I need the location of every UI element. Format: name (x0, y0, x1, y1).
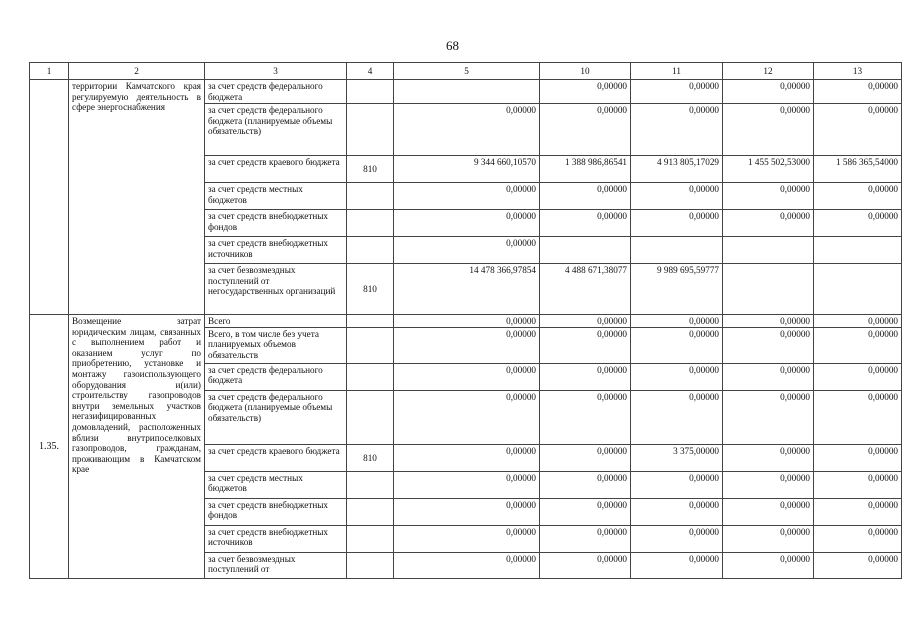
amount-cell: 0,00000 (723, 363, 814, 390)
row-number-cell (30, 80, 69, 315)
amount-cell: 0,00000 (540, 327, 631, 363)
amount-cell: 0,00000 (540, 498, 631, 525)
budget-code-cell (347, 315, 394, 328)
measure-description-cell: территории Камчатского края регулируемую деятельность в сфере энергоснабжения (69, 80, 205, 315)
amount-cell: 0,00000 (394, 552, 540, 578)
budget-code-cell (347, 390, 394, 444)
amount-cell: 0,00000 (394, 498, 540, 525)
budget-code-cell (347, 80, 394, 104)
amount-cell: 0,00000 (394, 104, 540, 156)
amount-cell: 0,00000 (631, 104, 723, 156)
amount-cell: 0,00000 (631, 498, 723, 525)
budget-code-cell (347, 471, 394, 498)
amount-cell: 0,00000 (723, 552, 814, 578)
amount-cell: 1 388 986,86541 (540, 156, 631, 183)
budget-code-cell (347, 210, 394, 237)
amount-cell: 0,00000 (631, 390, 723, 444)
amount-cell: 9 989 695,59777 (631, 264, 723, 315)
amount-cell: 0,00000 (814, 471, 902, 498)
amount-cell: 0,00000 (723, 183, 814, 210)
funding-source-cell: за счет средств внебюджетных фондов (205, 498, 347, 525)
header-cell: 12 (723, 63, 814, 80)
amount-cell: 0,00000 (631, 210, 723, 237)
amount-cell: 0,00000 (394, 210, 540, 237)
amount-cell (723, 237, 814, 264)
budget-code-cell (347, 183, 394, 210)
amount-cell: 1 455 502,53000 (723, 156, 814, 183)
funding-source-cell: за счет средств федерального бюджета (планируемые объемы обязательств) (205, 390, 347, 444)
header-cell: 1 (30, 63, 69, 80)
amount-cell: 0,00000 (631, 183, 723, 210)
amount-cell: 0,00000 (540, 552, 631, 578)
amount-cell: 0,00000 (723, 525, 814, 552)
funding-source-cell: за счет средств внебюджетных источников (205, 525, 347, 552)
amount-cell: 0,00000 (631, 363, 723, 390)
budget-code-cell (347, 327, 394, 363)
amount-cell (540, 237, 631, 264)
amount-cell: 0,00000 (814, 104, 902, 156)
amount-cell: 0,00000 (394, 237, 540, 264)
amount-cell: 0,00000 (723, 327, 814, 363)
measure-description-cell: Возмещение затрат юридическим лицам, связанных с выполнением работ и оказанием услуг по приобретению, установке и монтажу газоиспользующего оборудования и(или) строительству газопроводов внутри земельных участков негазифицированных домовладений, расположенных вблизи внутрипоселковых газопроводов, гражданам, проживающим в Камчатском крае (69, 315, 205, 579)
header-cell: 5 (394, 63, 540, 80)
amount-cell: 0,00000 (540, 471, 631, 498)
budget-code-cell: 810 (347, 264, 394, 315)
funding-source-cell: за счет средств краевого бюджета (205, 156, 347, 183)
amount-cell: 0,00000 (814, 210, 902, 237)
amount-cell: 0,00000 (394, 444, 540, 471)
table-row (30, 80, 902, 104)
amount-cell: 0,00000 (723, 210, 814, 237)
funding-source-cell: Всего, в том числе без учета планируемых объемов обязательств (205, 327, 347, 363)
amount-cell: 0,00000 (631, 525, 723, 552)
amount-cell: 0,00000 (814, 525, 902, 552)
budget-code-cell (347, 363, 394, 390)
header-cell: 3 (205, 63, 347, 80)
funding-source-cell: за счет средств местных бюджетов (205, 471, 347, 498)
budget-code-cell: 810 (347, 444, 394, 471)
row-number-cell: 1.35. (30, 315, 69, 579)
amount-cell: 0,00000 (814, 80, 902, 104)
header-cell: 13 (814, 63, 902, 80)
funding-source-cell: за счет средств федерального бюджета (планируемые объемы обязательств) (205, 104, 347, 156)
amount-cell: 0,00000 (814, 390, 902, 444)
budget-code-cell: 810 (347, 156, 394, 183)
amount-cell (631, 237, 723, 264)
amount-cell: 0,00000 (631, 315, 723, 328)
amount-cell: 0,00000 (814, 498, 902, 525)
amount-cell: 0,00000 (540, 315, 631, 328)
amount-cell: 0,00000 (540, 210, 631, 237)
amount-cell: 0,00000 (814, 363, 902, 390)
amount-cell (814, 264, 902, 315)
funding-source-cell: за счет средств федерального бюджета (205, 80, 347, 104)
amount-cell: 0,00000 (723, 104, 814, 156)
amount-cell: 0,00000 (814, 552, 902, 578)
header-cell: 10 (540, 63, 631, 80)
amount-cell: 0,00000 (723, 80, 814, 104)
funding-source-cell: за счет средств федерального бюджета (205, 363, 347, 390)
amount-cell: 0,00000 (814, 444, 902, 471)
amount-cell: 0,00000 (723, 390, 814, 444)
amount-cell (723, 264, 814, 315)
amount-cell: 0,00000 (540, 525, 631, 552)
amount-cell: 0,00000 (394, 390, 540, 444)
amount-cell: 0,00000 (540, 104, 631, 156)
amount-cell: 0,00000 (631, 80, 723, 104)
budget-table (29, 62, 902, 579)
header-row (30, 63, 902, 80)
amount-cell: 0,00000 (394, 525, 540, 552)
amount-cell: 0,00000 (814, 315, 902, 328)
amount-cell: 9 344 660,10570 (394, 156, 540, 183)
funding-source-cell: за счет средств местных бюджетов (205, 183, 347, 210)
amount-cell: 0,00000 (814, 327, 902, 363)
budget-code-cell (347, 104, 394, 156)
funding-source-cell: за счет безвозмездных поступлений от (205, 552, 347, 578)
funding-source-cell: за счет средств внебюджетных фондов (205, 210, 347, 237)
amount-cell (814, 237, 902, 264)
amount-cell (394, 80, 540, 104)
amount-cell: 0,00000 (394, 315, 540, 328)
amount-cell: 0,00000 (631, 471, 723, 498)
amount-cell: 4 488 671,38077 (540, 264, 631, 315)
budget-code-cell (347, 525, 394, 552)
table-row (30, 315, 902, 328)
header-cell: 2 (69, 63, 205, 80)
amount-cell: 0,00000 (723, 498, 814, 525)
funding-source-cell: за счет средств внебюджетных источников (205, 237, 347, 264)
header-cell: 4 (347, 63, 394, 80)
budget-code-cell (347, 237, 394, 264)
funding-source-cell: за счет средств краевого бюджета (205, 444, 347, 471)
amount-cell: 0,00000 (723, 471, 814, 498)
amount-cell: 3 375,00000 (631, 444, 723, 471)
amount-cell: 0,00000 (540, 80, 631, 104)
page-number: 68 (446, 38, 459, 53)
amount-cell: 14 478 366,97854 (394, 264, 540, 315)
amount-cell: 1 586 365,54000 (814, 156, 902, 183)
amount-cell: 0,00000 (723, 315, 814, 328)
budget-code-cell (347, 552, 394, 578)
amount-cell: 0,00000 (631, 552, 723, 578)
funding-source-cell: за счет безвозмездных поступлений от негосударственных организаций (205, 264, 347, 315)
funding-source-cell: Всего (205, 315, 347, 328)
amount-cell: 4 913 805,17029 (631, 156, 723, 183)
amount-cell: 0,00000 (394, 471, 540, 498)
amount-cell: 0,00000 (540, 390, 631, 444)
amount-cell: 0,00000 (723, 444, 814, 471)
amount-cell: 0,00000 (394, 363, 540, 390)
amount-cell: 0,00000 (540, 183, 631, 210)
amount-cell: 0,00000 (394, 327, 540, 363)
amount-cell: 0,00000 (631, 327, 723, 363)
amount-cell: 0,00000 (814, 183, 902, 210)
header-cell: 11 (631, 63, 723, 80)
amount-cell: 0,00000 (394, 183, 540, 210)
amount-cell: 0,00000 (540, 363, 631, 390)
amount-cell: 0,00000 (540, 444, 631, 471)
budget-code-cell (347, 498, 394, 525)
